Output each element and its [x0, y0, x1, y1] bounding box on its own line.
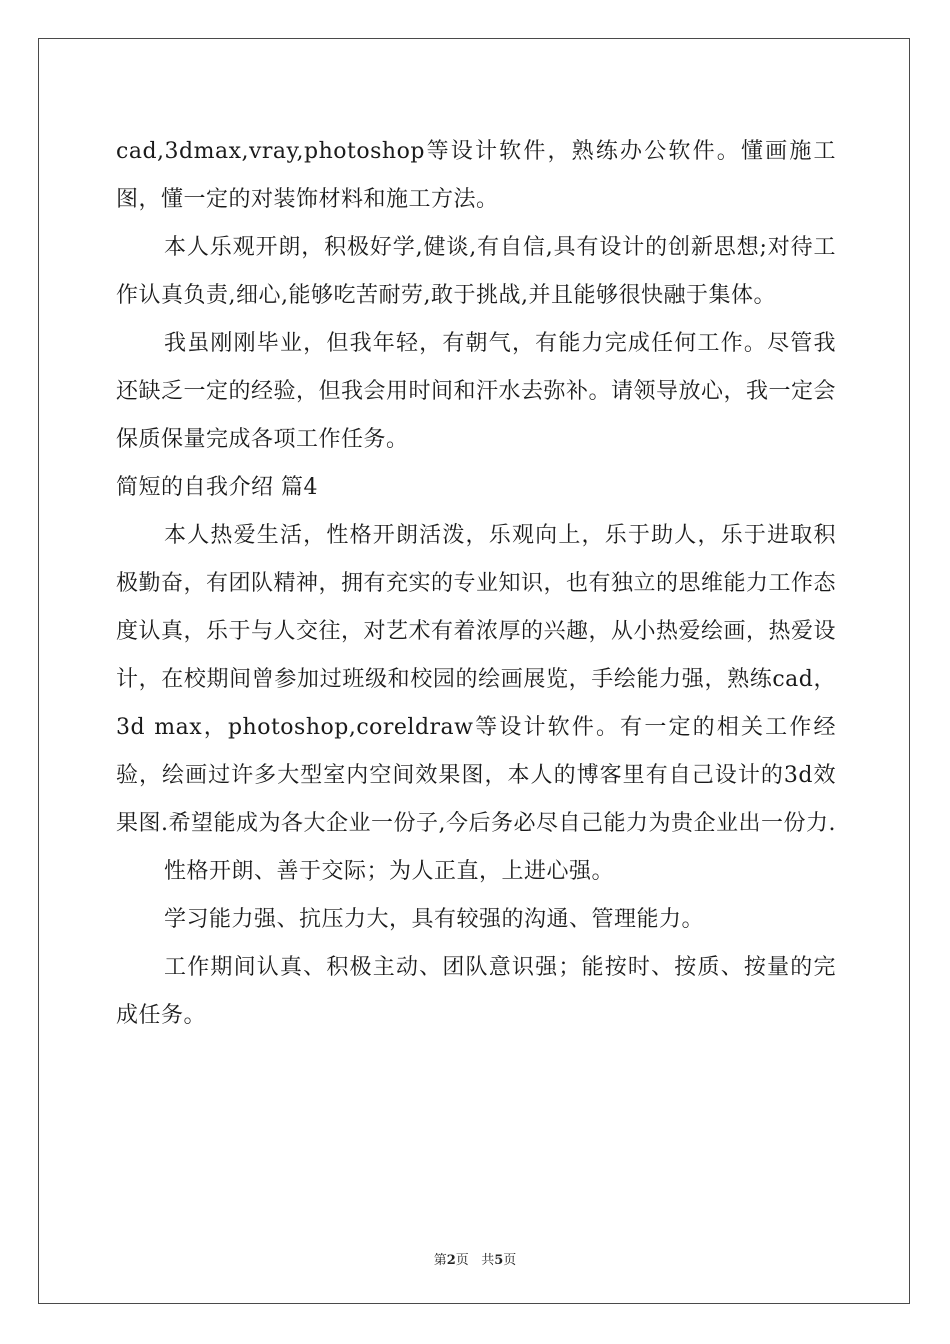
paragraph-personality: 本人乐观开朗，积极好学,健谈,有自信,具有设计的创新思想;对待工作认真负责,细心,能够吃苦耐劳,敢于挑战,并且能够很快融于集体。	[116, 235, 836, 308]
section-heading: 简短的自我介绍 篇4	[116, 475, 318, 500]
footer-total-prefix: 共	[481, 1253, 495, 1268]
footer-total-pages: 5	[494, 1253, 504, 1268]
paragraph-intro-main: 本人热爱生活，性格开朗活泼，乐观向上，乐于助人，乐于进取积极勤奋，有团队精神，拥有充实的专业知识，也有独立的思维能力工作态度认真，乐于与人交往，对艺术有着浓厚的兴趣，从小热爱绘画，热爱设计，在校期间曾参加过班级和校园的绘画展览，手绘能力强，熟练cad，3d max，photoshop,coreldraw等设计软件。有一定的相关工作经验，绘画过许多大型室内空间效果图，本人的博客里有自己设计的3d效果图.希望能成为各大企业一份子,今后务必尽自己能力为贵企业出一份力.	[116, 523, 837, 836]
paragraph-software-skills: cad,3dmax,vray,photoshop等设计软件，熟练办公软件。懂画施工图，懂一定的对装饰材料和施工方法。	[116, 139, 836, 212]
footer-current-page: 2	[446, 1253, 456, 1268]
footer-total-suffix: 页	[503, 1253, 517, 1268]
paragraph-work-attitude: 工作期间认真、积极主动、团队意识强；能按时、按质、按量的完成任务。	[116, 955, 836, 1028]
footer-page-word: 页	[455, 1253, 469, 1268]
paragraph-graduate: 我虽刚刚毕业，但我年轻，有朝气，有能力完成任何工作。尽管我还缺乏一定的经验，但我会用时间和汗水去弥补。请领导放心，我一定会保质保量完成各项工作任务。	[116, 331, 837, 452]
paragraph-abilities: 学习能力强、抗压力大，具有较强的沟通、管理能力。	[164, 907, 705, 932]
footer-prefix: 第	[433, 1253, 447, 1268]
paragraph-character: 性格开朗、善于交际；为人正直，上进心强。	[164, 859, 615, 884]
page-footer	[0, 1249, 950, 1268]
document-body	[116, 128, 836, 1040]
